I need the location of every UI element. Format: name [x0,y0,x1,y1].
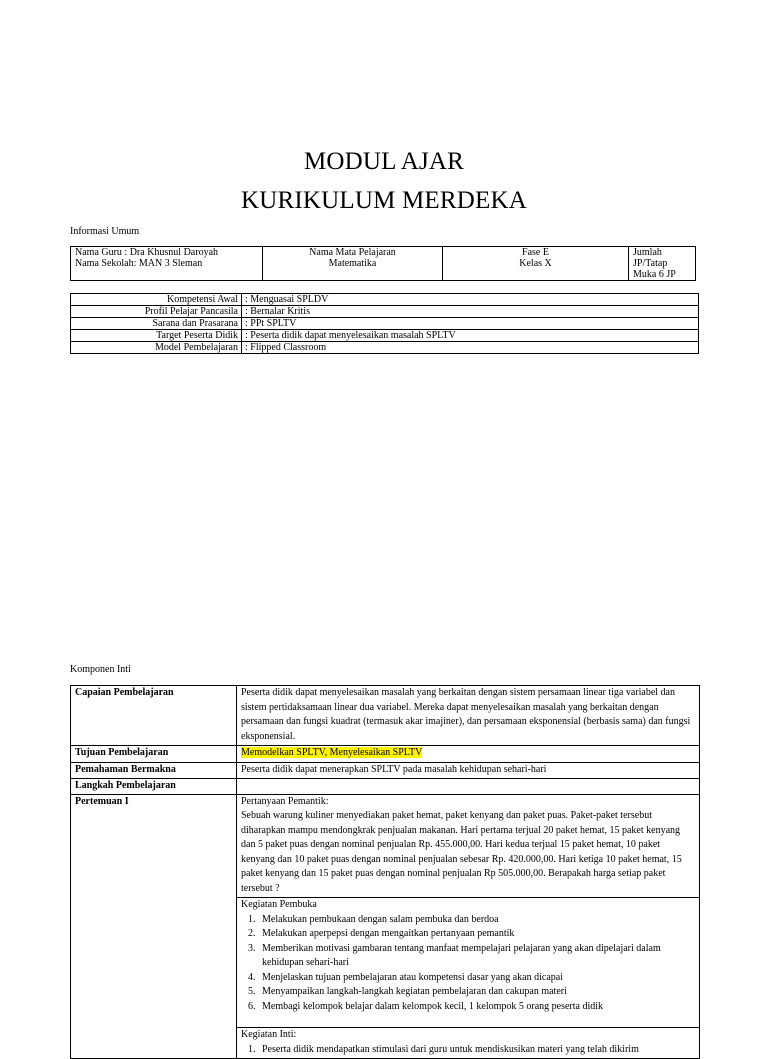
competency-key: Kompetensi Awal [71,294,242,306]
competency-key: Sarana dan Prasarana [71,318,242,330]
steps-row [71,779,700,795]
subject-cell [263,247,443,281]
hours-value: Jumlah JP/Tatap Muka 6 JP [633,247,676,280]
competency-value: : Menguasai SPLDV [242,294,699,306]
opening-list [241,913,696,1015]
hours-cell [629,247,696,281]
outcome-value: Peserta didik dapat menyelesaikan masalah yang berkaitan dengan sistem persamaan linear tiga variabel dan sistem pertidaksamaan linear dua variabel. Mereka dapat menyelesaikan masalah yang berkaitan dengan persamaan dan fungsi kuadrat (termasuk akar imajiner), dan persamaan eksponensial (berbasis sama) dan fungsi eksponensial. [237,686,700,746]
outcome-row [71,686,700,746]
list-item: 1. Melakukan pembukaan dengan salam pembuka dan berdoa [258,913,696,928]
module-title: MODUL AJAR [303,148,465,175]
general-info-table [70,246,696,281]
competency-key: Profil Pelajar Pancasila [71,306,242,318]
competency-value: : Bernalar Kritis [242,306,699,318]
class-value: Kelas X [519,258,552,269]
objective-value: Memodelkan SPLTV, Menyelesaikan SPLTV [241,747,423,758]
phase-cell [443,247,629,281]
list-item: 1. Peserta didik mendapatkan stimulasi dari guru untuk mendiskusikan materi yang telah dikirim [258,1043,696,1058]
meaning-row [71,762,700,779]
teacher-school-cell [71,247,263,281]
list-item: 4. Menjelaskan tujuan pembelajaran atau kompetensi dasar yang akan dicapai [258,971,696,986]
competency-row [71,294,699,306]
meaning-value: Peserta didik dapat menerapkan SPLTV pada masalah kehidupan sehari-hari [237,762,700,779]
steps-key: Langkah Pembelajaran [71,779,237,795]
trigger-text: Sebuah warung kuliner menyediakan paket hemat, paket kenyang dan paket puas. Paket-paket tersebut diharapkan mampu mendongkrak penjualan makanan. Hari pertama terjual 20 paket hemat, 15 paket kenyang dan 5 paket puas dengan nominal penjualan Rp. 455.000,00. Hari kedua terjual 15 paket hemat, 10 paket kenyang dan 10 paket puas dengan nominal penjualan sebesar Rp. 420.000,00. Hari ketiga 10 paket hemat, 15 paket kenyang dan 15 paket puas dengan nominal penjualan Rp 505.000,00. Berapakah harga setiap paket tersebut ? [241,810,682,894]
opening-activity-cell [237,898,700,1028]
teacher-name: Nama Guru : Dra Khusnul Daroyah [75,247,219,258]
meaning-key: Pemahaman Bermakna [71,762,237,779]
objective-row [71,746,700,763]
meeting-key: Pertemuan I [71,794,237,1059]
competency-key: Target Peserta Didik [71,330,242,342]
competency-key: Model Pembelajaran [71,342,242,354]
objective-key: Tujuan Pembelajaran [71,746,237,763]
core-section-label: Komponen Inti [70,664,131,675]
subject-value: Matematika [328,258,377,269]
competency-row [71,318,699,330]
meeting-row [71,794,700,898]
competency-row [71,306,699,318]
list-item: 5. Menyampaikan langkah-langkah kegiatan pembelajaran dan cakupan materi [258,985,696,1000]
competency-value: : Peserta didik dapat menyelesaikan masalah SPLTV [242,330,699,342]
curriculum-title: KURIKULUM MERDEKA [240,187,528,214]
info-section-label: Informasi Umum [70,226,140,237]
competency-value: : PPt SPLTV [242,318,699,330]
core-component-table [70,685,700,1059]
trigger-question-cell [237,794,700,898]
competency-value: : Flipped Classroom [242,342,699,354]
steps-value [237,779,700,795]
competency-row [71,330,699,342]
core-activity-title: Kegiatan Inti: [241,1029,297,1040]
list-item: 2. Melakukan aperpepsi dengan mengaitkan pertanyaan pemantik [258,927,696,942]
competency-row [71,342,699,354]
school-name: Nama Sekolah: MAN 3 Sleman [75,258,203,269]
trigger-title: Pertanyaan Pemantik: [241,795,329,807]
opening-title: Kegiatan Pembuka [241,899,317,910]
phase-value: Fase E [522,247,549,258]
outcome-key: Capaian Pembelajaran [71,686,237,746]
list-item: 6. Membagi kelompok belajar dalam kelompok kecil, 1 kelompok 5 orang peserta didik [258,1000,696,1015]
list-item: 3. Memberikan motivasi gambaran tentang manfaat mempelajari pelajaran yang akan dipelajari dalam kehidupan sehari-hari [258,942,696,971]
competency-table [70,293,699,354]
core-activity-list [241,1043,696,1058]
core-activity-cell [237,1028,700,1059]
subject-label: Nama Mata Pelajaran [309,247,396,258]
